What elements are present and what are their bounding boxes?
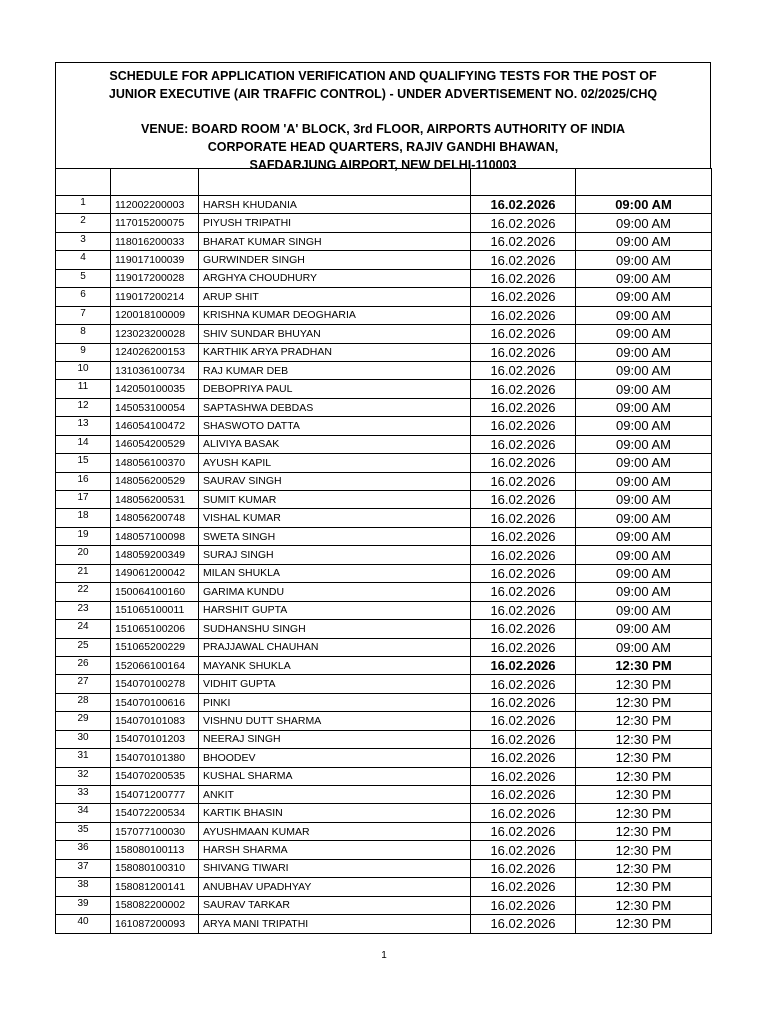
candidate-table bbox=[55, 168, 712, 934]
candidate-name-cell: SHASWOTO DATTA bbox=[199, 417, 471, 435]
date-cell: 16.02.2026 bbox=[471, 749, 576, 767]
table-row bbox=[56, 269, 712, 287]
time-cell: 12:30 PM bbox=[576, 656, 712, 674]
date-cell: 16.02.2026 bbox=[471, 822, 576, 840]
candidate-name-cell: MAYANK SHUKLA bbox=[199, 656, 471, 674]
serial-number-cell: 25 bbox=[56, 638, 111, 656]
date-cell: 16.02.2026 bbox=[471, 380, 576, 398]
date-cell: 16.02.2026 bbox=[471, 251, 576, 269]
serial-number-cell: 20 bbox=[56, 546, 111, 564]
time-cell: 09:00 AM bbox=[576, 601, 712, 619]
serial-number-cell: 29 bbox=[56, 712, 111, 730]
candidate-name-cell: HARSH SHARMA bbox=[199, 841, 471, 859]
serial-number-cell: 15 bbox=[56, 454, 111, 472]
roll-number-cell: 150064100160 bbox=[111, 583, 199, 601]
date-cell: 16.02.2026 bbox=[471, 509, 576, 527]
time-cell: 09:00 AM bbox=[576, 380, 712, 398]
date-cell: 16.02.2026 bbox=[471, 730, 576, 748]
title-line-1: SCHEDULE FOR APPLICATION VERIFICATION AND QUALIFYING TESTS FOR THE POST OF bbox=[109, 69, 657, 83]
roll-number-cell: 148056100370 bbox=[111, 454, 199, 472]
candidate-name-cell: VISHAL KUMAR bbox=[199, 509, 471, 527]
table-row bbox=[56, 491, 712, 509]
document-header bbox=[55, 62, 711, 172]
roll-number-cell: 120018100009 bbox=[111, 306, 199, 324]
serial-number-cell: 32 bbox=[56, 767, 111, 785]
roll-number-cell: 149061200042 bbox=[111, 564, 199, 582]
serial-number-cell: 28 bbox=[56, 693, 111, 711]
table-row bbox=[56, 786, 712, 804]
date-cell: 16.02.2026 bbox=[471, 546, 576, 564]
candidate-name-cell: ARYA MANI TRIPATHI bbox=[199, 915, 471, 933]
table-row bbox=[56, 767, 712, 785]
serial-number-cell: 7 bbox=[56, 306, 111, 324]
candidate-name-cell: ARGHYA CHOUDHURY bbox=[199, 269, 471, 287]
roll-number-cell: 119017200028 bbox=[111, 269, 199, 287]
table-row bbox=[56, 822, 712, 840]
time-cell: 09:00 AM bbox=[576, 509, 712, 527]
table-row bbox=[56, 564, 712, 582]
serial-number-cell: 40 bbox=[56, 915, 111, 933]
date-cell: 16.02.2026 bbox=[471, 841, 576, 859]
roll-number-cell: 119017100039 bbox=[111, 251, 199, 269]
time-cell: 09:00 AM bbox=[576, 306, 712, 324]
serial-number-cell: 26 bbox=[56, 656, 111, 674]
date-cell: 16.02.2026 bbox=[471, 693, 576, 711]
table-row bbox=[56, 325, 712, 343]
serial-number-cell: 3 bbox=[56, 232, 111, 250]
roll-number-cell: 154072200534 bbox=[111, 804, 199, 822]
date-cell: 16.02.2026 bbox=[471, 454, 576, 472]
serial-number-cell: 38 bbox=[56, 878, 111, 896]
serial-number-cell: 21 bbox=[56, 564, 111, 582]
time-cell: 09:00 AM bbox=[576, 343, 712, 361]
serial-number-cell: 37 bbox=[56, 859, 111, 877]
time-cell: 09:00 AM bbox=[576, 435, 712, 453]
date-cell: 16.02.2026 bbox=[471, 398, 576, 416]
roll-number-cell: 117015200075 bbox=[111, 214, 199, 232]
roll-number-cell: 131036100734 bbox=[111, 361, 199, 379]
date-cell: 16.02.2026 bbox=[471, 859, 576, 877]
candidate-name-cell: RAJ KUMAR DEB bbox=[199, 361, 471, 379]
table-row bbox=[56, 896, 712, 914]
table-row bbox=[56, 527, 712, 545]
roll-number-cell: 124026200153 bbox=[111, 343, 199, 361]
date-cell: 16.02.2026 bbox=[471, 896, 576, 914]
time-cell: 09:00 AM bbox=[576, 214, 712, 232]
date-cell: 16.02.2026 bbox=[471, 878, 576, 896]
table-row bbox=[56, 693, 712, 711]
candidate-name-cell: HARSH KHUDANIA bbox=[199, 196, 471, 214]
roll-number-cell: 151065200229 bbox=[111, 638, 199, 656]
table-row bbox=[56, 196, 712, 214]
candidate-name-cell: ARUP SHIT bbox=[199, 288, 471, 306]
serial-number-cell: 2 bbox=[56, 214, 111, 232]
table-row bbox=[56, 361, 712, 379]
roll-number-cell: 158082200002 bbox=[111, 896, 199, 914]
roll-number-cell: 158080100113 bbox=[111, 841, 199, 859]
date-cell: 16.02.2026 bbox=[471, 804, 576, 822]
time-cell: 12:30 PM bbox=[576, 878, 712, 896]
table-row bbox=[56, 251, 712, 269]
candidate-name-cell: VIDHIT GUPTA bbox=[199, 675, 471, 693]
venue-line-1: VENUE: BOARD ROOM 'A' BLOCK, 3rd FLOOR, AIRPORTS AUTHORITY OF INDIA bbox=[141, 122, 625, 136]
table-row bbox=[56, 638, 712, 656]
table-row bbox=[56, 380, 712, 398]
roll-number-cell: 154070100616 bbox=[111, 693, 199, 711]
table-row bbox=[56, 343, 712, 361]
table-row bbox=[56, 712, 712, 730]
table-row bbox=[56, 730, 712, 748]
date-cell: 16.02.2026 bbox=[471, 527, 576, 545]
date-cell: 16.02.2026 bbox=[471, 269, 576, 287]
candidate-name-cell: GURWINDER SINGH bbox=[199, 251, 471, 269]
serial-number-cell: 6 bbox=[56, 288, 111, 306]
candidate-name-cell: MILAN SHUKLA bbox=[199, 564, 471, 582]
roll-number-cell: 158080100310 bbox=[111, 859, 199, 877]
roll-number-cell: 148057100098 bbox=[111, 527, 199, 545]
date-cell: 16.02.2026 bbox=[471, 343, 576, 361]
serial-number-cell: 30 bbox=[56, 730, 111, 748]
time-cell: 12:30 PM bbox=[576, 841, 712, 859]
time-cell: 09:00 AM bbox=[576, 638, 712, 656]
time-cell: 09:00 AM bbox=[576, 232, 712, 250]
time-cell: 09:00 AM bbox=[576, 454, 712, 472]
candidate-name-cell: KARTHIK ARYA PRADHAN bbox=[199, 343, 471, 361]
venue-line-3: SAFDARJUNG AIRPORT, NEW DELHI-110003 bbox=[249, 158, 517, 172]
candidate-name-cell: SHIV SUNDAR BHUYAN bbox=[199, 325, 471, 343]
date-cell: 16.02.2026 bbox=[471, 361, 576, 379]
roll-number-cell: 146054200529 bbox=[111, 435, 199, 453]
roll-number-cell: 154070200535 bbox=[111, 767, 199, 785]
time-cell: 09:00 AM bbox=[576, 620, 712, 638]
date-cell: 16.02.2026 bbox=[471, 196, 576, 214]
date-cell: 16.02.2026 bbox=[471, 435, 576, 453]
table-row bbox=[56, 417, 712, 435]
candidate-name-cell: PIYUSH TRIPATHI bbox=[199, 214, 471, 232]
time-cell: 09:00 AM bbox=[576, 325, 712, 343]
serial-number-cell: 39 bbox=[56, 896, 111, 914]
serial-number-cell: 23 bbox=[56, 601, 111, 619]
roll-number-cell: 123023200028 bbox=[111, 325, 199, 343]
roll-number-cell: 151065100206 bbox=[111, 620, 199, 638]
table-row bbox=[56, 620, 712, 638]
candidate-name-cell: AYUSH KAPIL bbox=[199, 454, 471, 472]
time-cell: 09:00 AM bbox=[576, 583, 712, 601]
roll-number-cell: 154070101380 bbox=[111, 749, 199, 767]
serial-number-cell: 33 bbox=[56, 786, 111, 804]
date-cell: 16.02.2026 bbox=[471, 232, 576, 250]
candidate-name-cell: VISHNU DUTT SHARMA bbox=[199, 712, 471, 730]
date-cell: 16.02.2026 bbox=[471, 583, 576, 601]
roll-number-cell: 148056200531 bbox=[111, 491, 199, 509]
candidate-name-cell: SAPTASHWA DEBDAS bbox=[199, 398, 471, 416]
time-cell: 12:30 PM bbox=[576, 675, 712, 693]
roll-number-cell: 157077100030 bbox=[111, 822, 199, 840]
date-cell: 16.02.2026 bbox=[471, 712, 576, 730]
date-cell: 16.02.2026 bbox=[471, 564, 576, 582]
table-row bbox=[56, 656, 712, 674]
roll-number-cell: 112002200003 bbox=[111, 196, 199, 214]
roll-number-cell: 154071200777 bbox=[111, 786, 199, 804]
table-row bbox=[56, 878, 712, 896]
table-row bbox=[56, 841, 712, 859]
table-row bbox=[56, 435, 712, 453]
time-cell: 09:00 AM bbox=[576, 196, 712, 214]
roll-number-cell: 158081200141 bbox=[111, 878, 199, 896]
roll-number-cell: 146054100472 bbox=[111, 417, 199, 435]
candidate-name-cell: DEBOPRIYA PAUL bbox=[199, 380, 471, 398]
date-cell: 16.02.2026 bbox=[471, 472, 576, 490]
table-row bbox=[56, 509, 712, 527]
time-cell: 12:30 PM bbox=[576, 730, 712, 748]
time-cell: 09:00 AM bbox=[576, 417, 712, 435]
roll-number-cell: 142050100035 bbox=[111, 380, 199, 398]
serial-number-cell: 4 bbox=[56, 251, 111, 269]
serial-number-cell: 27 bbox=[56, 675, 111, 693]
serial-number-cell: 5 bbox=[56, 269, 111, 287]
time-cell: 12:30 PM bbox=[576, 804, 712, 822]
serial-number-cell: 8 bbox=[56, 325, 111, 343]
serial-number-cell: 10 bbox=[56, 361, 111, 379]
time-cell: 09:00 AM bbox=[576, 269, 712, 287]
candidate-name-cell: SUMIT KUMAR bbox=[199, 491, 471, 509]
table-row bbox=[56, 472, 712, 490]
candidate-name-cell: PRAJJAWAL CHAUHAN bbox=[199, 638, 471, 656]
time-cell: 09:00 AM bbox=[576, 251, 712, 269]
candidate-name-cell: SUDHANSHU SINGH bbox=[199, 620, 471, 638]
serial-number-cell: 18 bbox=[56, 509, 111, 527]
time-cell: 09:00 AM bbox=[576, 546, 712, 564]
candidate-name-cell: ANKIT bbox=[199, 786, 471, 804]
table-row bbox=[56, 675, 712, 693]
candidate-name-cell: NEERAJ SINGH bbox=[199, 730, 471, 748]
candidate-name-cell: ALIVIYA BASAK bbox=[199, 435, 471, 453]
roll-number-cell: 161087200093 bbox=[111, 915, 199, 933]
roll-number-cell: 152066100164 bbox=[111, 656, 199, 674]
title-line-2: JUNIOR EXECUTIVE (AIR TRAFFIC CONTROL) - UNDER ADVERTISEMENT NO. 02/2025/CHQ bbox=[108, 87, 658, 101]
time-cell: 09:00 AM bbox=[576, 564, 712, 582]
serial-number-cell: 11 bbox=[56, 380, 111, 398]
roll-number-cell: 119017200214 bbox=[111, 288, 199, 306]
serial-number-cell: 1 bbox=[56, 196, 111, 214]
serial-number-cell: 35 bbox=[56, 822, 111, 840]
roll-number-cell: 148056200748 bbox=[111, 509, 199, 527]
time-cell: 09:00 AM bbox=[576, 472, 712, 490]
time-cell: 09:00 AM bbox=[576, 491, 712, 509]
time-cell: 12:30 PM bbox=[576, 915, 712, 933]
table-row bbox=[56, 398, 712, 416]
date-cell: 16.02.2026 bbox=[471, 767, 576, 785]
time-cell: 09:00 AM bbox=[576, 288, 712, 306]
schedule-sheet bbox=[55, 62, 711, 934]
header-cell bbox=[576, 169, 712, 196]
table-row bbox=[56, 915, 712, 933]
serial-number-cell: 19 bbox=[56, 527, 111, 545]
roll-number-cell: 154070100278 bbox=[111, 675, 199, 693]
time-cell: 12:30 PM bbox=[576, 786, 712, 804]
candidate-name-cell: SHIVANG TIWARI bbox=[199, 859, 471, 877]
serial-number-cell: 16 bbox=[56, 472, 111, 490]
roll-number-cell: 118016200033 bbox=[111, 232, 199, 250]
serial-number-cell: 36 bbox=[56, 841, 111, 859]
time-cell: 12:30 PM bbox=[576, 749, 712, 767]
serial-number-cell: 17 bbox=[56, 491, 111, 509]
table-row bbox=[56, 288, 712, 306]
candidate-name-cell: BHARAT KUMAR SINGH bbox=[199, 232, 471, 250]
date-cell: 16.02.2026 bbox=[471, 601, 576, 619]
candidate-name-cell: AYUSHMAAN KUMAR bbox=[199, 822, 471, 840]
roll-number-cell: 148059200349 bbox=[111, 546, 199, 564]
header-cell bbox=[56, 169, 111, 196]
candidate-name-cell: SAURAV TARKAR bbox=[199, 896, 471, 914]
table-row bbox=[56, 546, 712, 564]
serial-number-cell: 31 bbox=[56, 749, 111, 767]
table-row bbox=[56, 232, 712, 250]
time-cell: 09:00 AM bbox=[576, 361, 712, 379]
table-row bbox=[56, 306, 712, 324]
date-cell: 16.02.2026 bbox=[471, 491, 576, 509]
date-cell: 16.02.2026 bbox=[471, 675, 576, 693]
table-row bbox=[56, 804, 712, 822]
roll-number-cell: 151065100011 bbox=[111, 601, 199, 619]
serial-number-cell: 14 bbox=[56, 435, 111, 453]
table-row bbox=[56, 214, 712, 232]
date-cell: 16.02.2026 bbox=[471, 325, 576, 343]
table-row bbox=[56, 583, 712, 601]
date-cell: 16.02.2026 bbox=[471, 656, 576, 674]
time-cell: 12:30 PM bbox=[576, 822, 712, 840]
serial-number-cell: 24 bbox=[56, 620, 111, 638]
table-row bbox=[56, 749, 712, 767]
date-cell: 16.02.2026 bbox=[471, 638, 576, 656]
header-cell bbox=[111, 169, 199, 196]
roll-number-cell: 154070101083 bbox=[111, 712, 199, 730]
time-cell: 12:30 PM bbox=[576, 859, 712, 877]
candidate-name-cell: SURAJ SINGH bbox=[199, 546, 471, 564]
candidate-name-cell: KARTIK BHASIN bbox=[199, 804, 471, 822]
date-cell: 16.02.2026 bbox=[471, 915, 576, 933]
page-number: 1 bbox=[381, 950, 387, 961]
candidate-name-cell: ANUBHAV UPADHYAY bbox=[199, 878, 471, 896]
candidate-name-cell: PINKI bbox=[199, 693, 471, 711]
date-cell: 16.02.2026 bbox=[471, 288, 576, 306]
table-row bbox=[56, 601, 712, 619]
time-cell: 12:30 PM bbox=[576, 693, 712, 711]
time-cell: 12:30 PM bbox=[576, 896, 712, 914]
time-cell: 09:00 AM bbox=[576, 398, 712, 416]
venue-line-2: CORPORATE HEAD QUARTERS, RAJIV GANDHI BHAWAN, bbox=[207, 140, 559, 154]
date-cell: 16.02.2026 bbox=[471, 620, 576, 638]
roll-number-cell: 154070101203 bbox=[111, 730, 199, 748]
serial-number-cell: 22 bbox=[56, 583, 111, 601]
roll-number-cell: 148056200529 bbox=[111, 472, 199, 490]
serial-number-cell: 9 bbox=[56, 343, 111, 361]
date-cell: 16.02.2026 bbox=[471, 306, 576, 324]
candidate-name-cell: GARIMA KUNDU bbox=[199, 583, 471, 601]
time-cell: 12:30 PM bbox=[576, 712, 712, 730]
serial-number-cell: 34 bbox=[56, 804, 111, 822]
date-cell: 16.02.2026 bbox=[471, 214, 576, 232]
candidate-name-cell: SAURAV SINGH bbox=[199, 472, 471, 490]
candidate-name-cell: KRISHNA KUMAR DEOGHARIA bbox=[199, 306, 471, 324]
candidate-name-cell: KUSHAL SHARMA bbox=[199, 767, 471, 785]
serial-number-cell: 13 bbox=[56, 417, 111, 435]
candidate-name-cell: HARSHIT GUPTA bbox=[199, 601, 471, 619]
table-row bbox=[56, 859, 712, 877]
time-cell: 09:00 AM bbox=[576, 527, 712, 545]
date-cell: 16.02.2026 bbox=[471, 417, 576, 435]
date-cell: 16.02.2026 bbox=[471, 786, 576, 804]
roll-number-cell: 145053100054 bbox=[111, 398, 199, 416]
candidate-name-cell: BHOODEV bbox=[199, 749, 471, 767]
serial-number-cell: 12 bbox=[56, 398, 111, 416]
time-cell: 12:30 PM bbox=[576, 767, 712, 785]
candidate-name-cell: SWETA SINGH bbox=[199, 527, 471, 545]
table-row bbox=[56, 454, 712, 472]
